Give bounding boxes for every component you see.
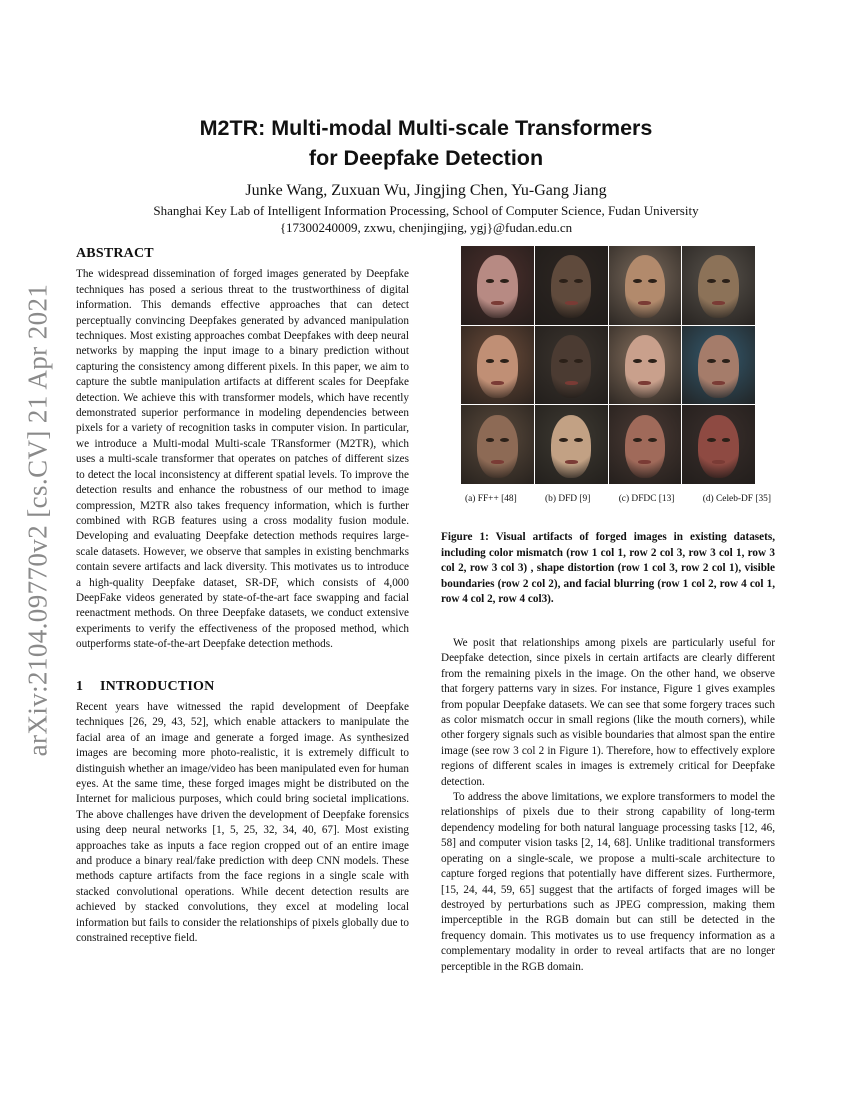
- subcaption-a: (a) FF++ [48]: [465, 494, 517, 504]
- figure-subcaptions: [465, 494, 771, 504]
- emails: {17300240009, zxwu, chenjingjing, ygj}@fudan.edu.cn: [279, 220, 573, 235]
- face-image: [682, 246, 755, 325]
- authors: Junke Wang, Zuxuan Wu, Jingjing Chen, Yu-Gang Jiang: [245, 182, 607, 199]
- subcaption-d: (d) Celeb-DF [35]: [702, 494, 771, 504]
- arxiv-stamp-text: arXiv:2104.09770v2 [cs.CV] 21 Apr 2021: [22, 283, 53, 757]
- introduction-text: Recent years have witnessed the rapid development of Deepfake techniques [26, 29, 43, 52], which enable attackers to manipulate the facial area of an image and generate a forged image. As synthesized images are becoming more photo-realistic, it is extremely difficult to distinguish whether an image/video has been manipulated even for human eyes. At the same time, these forged images might be distributed on the Internet for malicious purposes, which could bring societal implications. The above challenges have driven the development of Deepfake forensics using deep neural networks [1, 5, 25, 32, 34, 40, 67]. Most existing approaches take as inputs a face region cropped out of an entire image and produce a binary real/fake prediction with deep CNN models. These methods capture artifacts from the face regions in a single scale with stacked convolutional operations. While decent detection results are achieved by stacked convolutions, they excel at modeling local information but fails to consider the relationships of pixels globally due to constrained receptive field.: [76, 700, 409, 945]
- face-image: [535, 326, 608, 405]
- introduction-heading: [76, 679, 409, 694]
- face-image: [609, 405, 682, 484]
- face-image: [461, 405, 534, 484]
- affiliation: Shanghai Key Lab of Intelligent Information Processing, School of Computer Science, Fudan University: [153, 203, 699, 218]
- right-paragraph-1: We posit that relationships among pixels are particularly useful for Deepfake detection, since pixels in certain artifacts are clearly different from the remaining pixels in the image. On the other hand, we observe that forgery patterns vary in sizes. For instance, Figure 1 gives examples from popular Deepfake datasets. We can see that some forgery traces such as color mismatch occur in small regions (like the mouth corners), while other forgery signals such as visible boundaries that almost span the entire image (see row 3 col 2 in Figure 1). Therefore, how to effectively explore regions of different scales in images is extremely critical for Deepfake detection.: [441, 637, 775, 788]
- face-image: [535, 405, 608, 484]
- face-image: [461, 246, 534, 325]
- right-paragraph-2: To address the above limitations, we explore transformers to model the relationships of pixels due to their strong capability of long-term dependency modeling for both natural language processing tasks [12, 46, 58] and computer vision tasks [2, 14, 68]. Unlike traditional transformers operating on a single-scale, we propose a multi-scale architecture to capture forged regions that potentially have different sizes. Furthermore, [15, 24, 44, 59, 65] suggest that the artifacts of forged images will be destroyed by perturbations such as JPEG compression, making them imperceptible in the RGB domain but can still be detected in the frequency domain. This motivates us to use frequency information as a complementary modality in order to reveal artifacts that are no longer perceptible in the RGB domain.: [441, 791, 775, 973]
- face-image: [609, 326, 682, 405]
- section-number: 1: [76, 678, 84, 694]
- abstract-text: The widespread dissemination of forged images generated by Deepfake techniques has posed a serious threat to the trustworthiness of digital information. This demands effective approaches that can detect perceptually convincing Deepfakes generated by advanced manipulation techniques. Most existing approaches combat Deepfakes with deep neural networks by mapping the input image to a binary prediction without capturing the consistency among different pixels. In this paper, we aim to capture the subtle manipulation artifacts at different scales for Deepfake detection. We achieve this with transformer models, which have recently demonstrated superior performance in modeling dependencies between pixels for a variety of recognition tasks in computer vision. In particular, we introduce a Multi-modal Multi-scale TRansformer (M2TR), which uses a multi-scale transformer that operates on patches of different sizes to detect the local inconsistency at different spatial levels. To improve the detection results and enhance the robustness of our method to image compression, M2TR also takes frequency information, which is further combined with RGB features using a cross modality fusion module. Developing and evaluating Deepfake detection methods requires large-scale datasets. However, we observe that samples in existing benchmarks contain severe artifacts and lack diversity. This motivates us to introduce a high-quality Deepfake dataset, SR-DF, which consists of 4,000 DeepFake videos generated by state-of-the-art face swapping and facial reenactment methods. On three Deepfake datasets, we conduct extensive experiments to verify the effectiveness of the proposed method, which outperforms state-of-the-art Deepfake detection methods.: [76, 268, 409, 651]
- title-line-2: for Deepfake Detection: [308, 146, 544, 170]
- abstract-heading: ABSTRACT: [76, 246, 154, 261]
- face-image: [682, 405, 755, 484]
- face-image: [682, 326, 755, 405]
- figure-caption: Figure 1: Visual artifacts of forged images in existing datasets, including color mismatch (row 1 col 1, row 2 col 3, row 3 col 1, row 3 col 2, row 3 col 3) , shape distortion (row 1 col 3, row 2 col 1), visible boundaries (row 2 col 2), and facial blurring (row 1 col 2, row 4 col 1, row 4 col 2, row 4 col3).: [441, 531, 775, 606]
- subcaption-b: (b) DFD [9]: [545, 494, 591, 504]
- face-image-grid: [461, 246, 755, 484]
- left-column: [76, 246, 409, 946]
- face-image: [535, 246, 608, 325]
- section-title: INTRODUCTION: [100, 678, 215, 694]
- right-column: [441, 636, 775, 975]
- paper-title: [76, 113, 776, 173]
- face-image: [461, 326, 534, 405]
- face-image: [609, 246, 682, 325]
- arxiv-stamp: [18, 283, 58, 757]
- title-line-1: M2TR: Multi-modal Multi-scale Transformers: [199, 116, 653, 140]
- affiliation-block: [76, 202, 776, 236]
- figure-1: [441, 246, 775, 608]
- subcaption-c: (c) DFDC [13]: [618, 494, 675, 504]
